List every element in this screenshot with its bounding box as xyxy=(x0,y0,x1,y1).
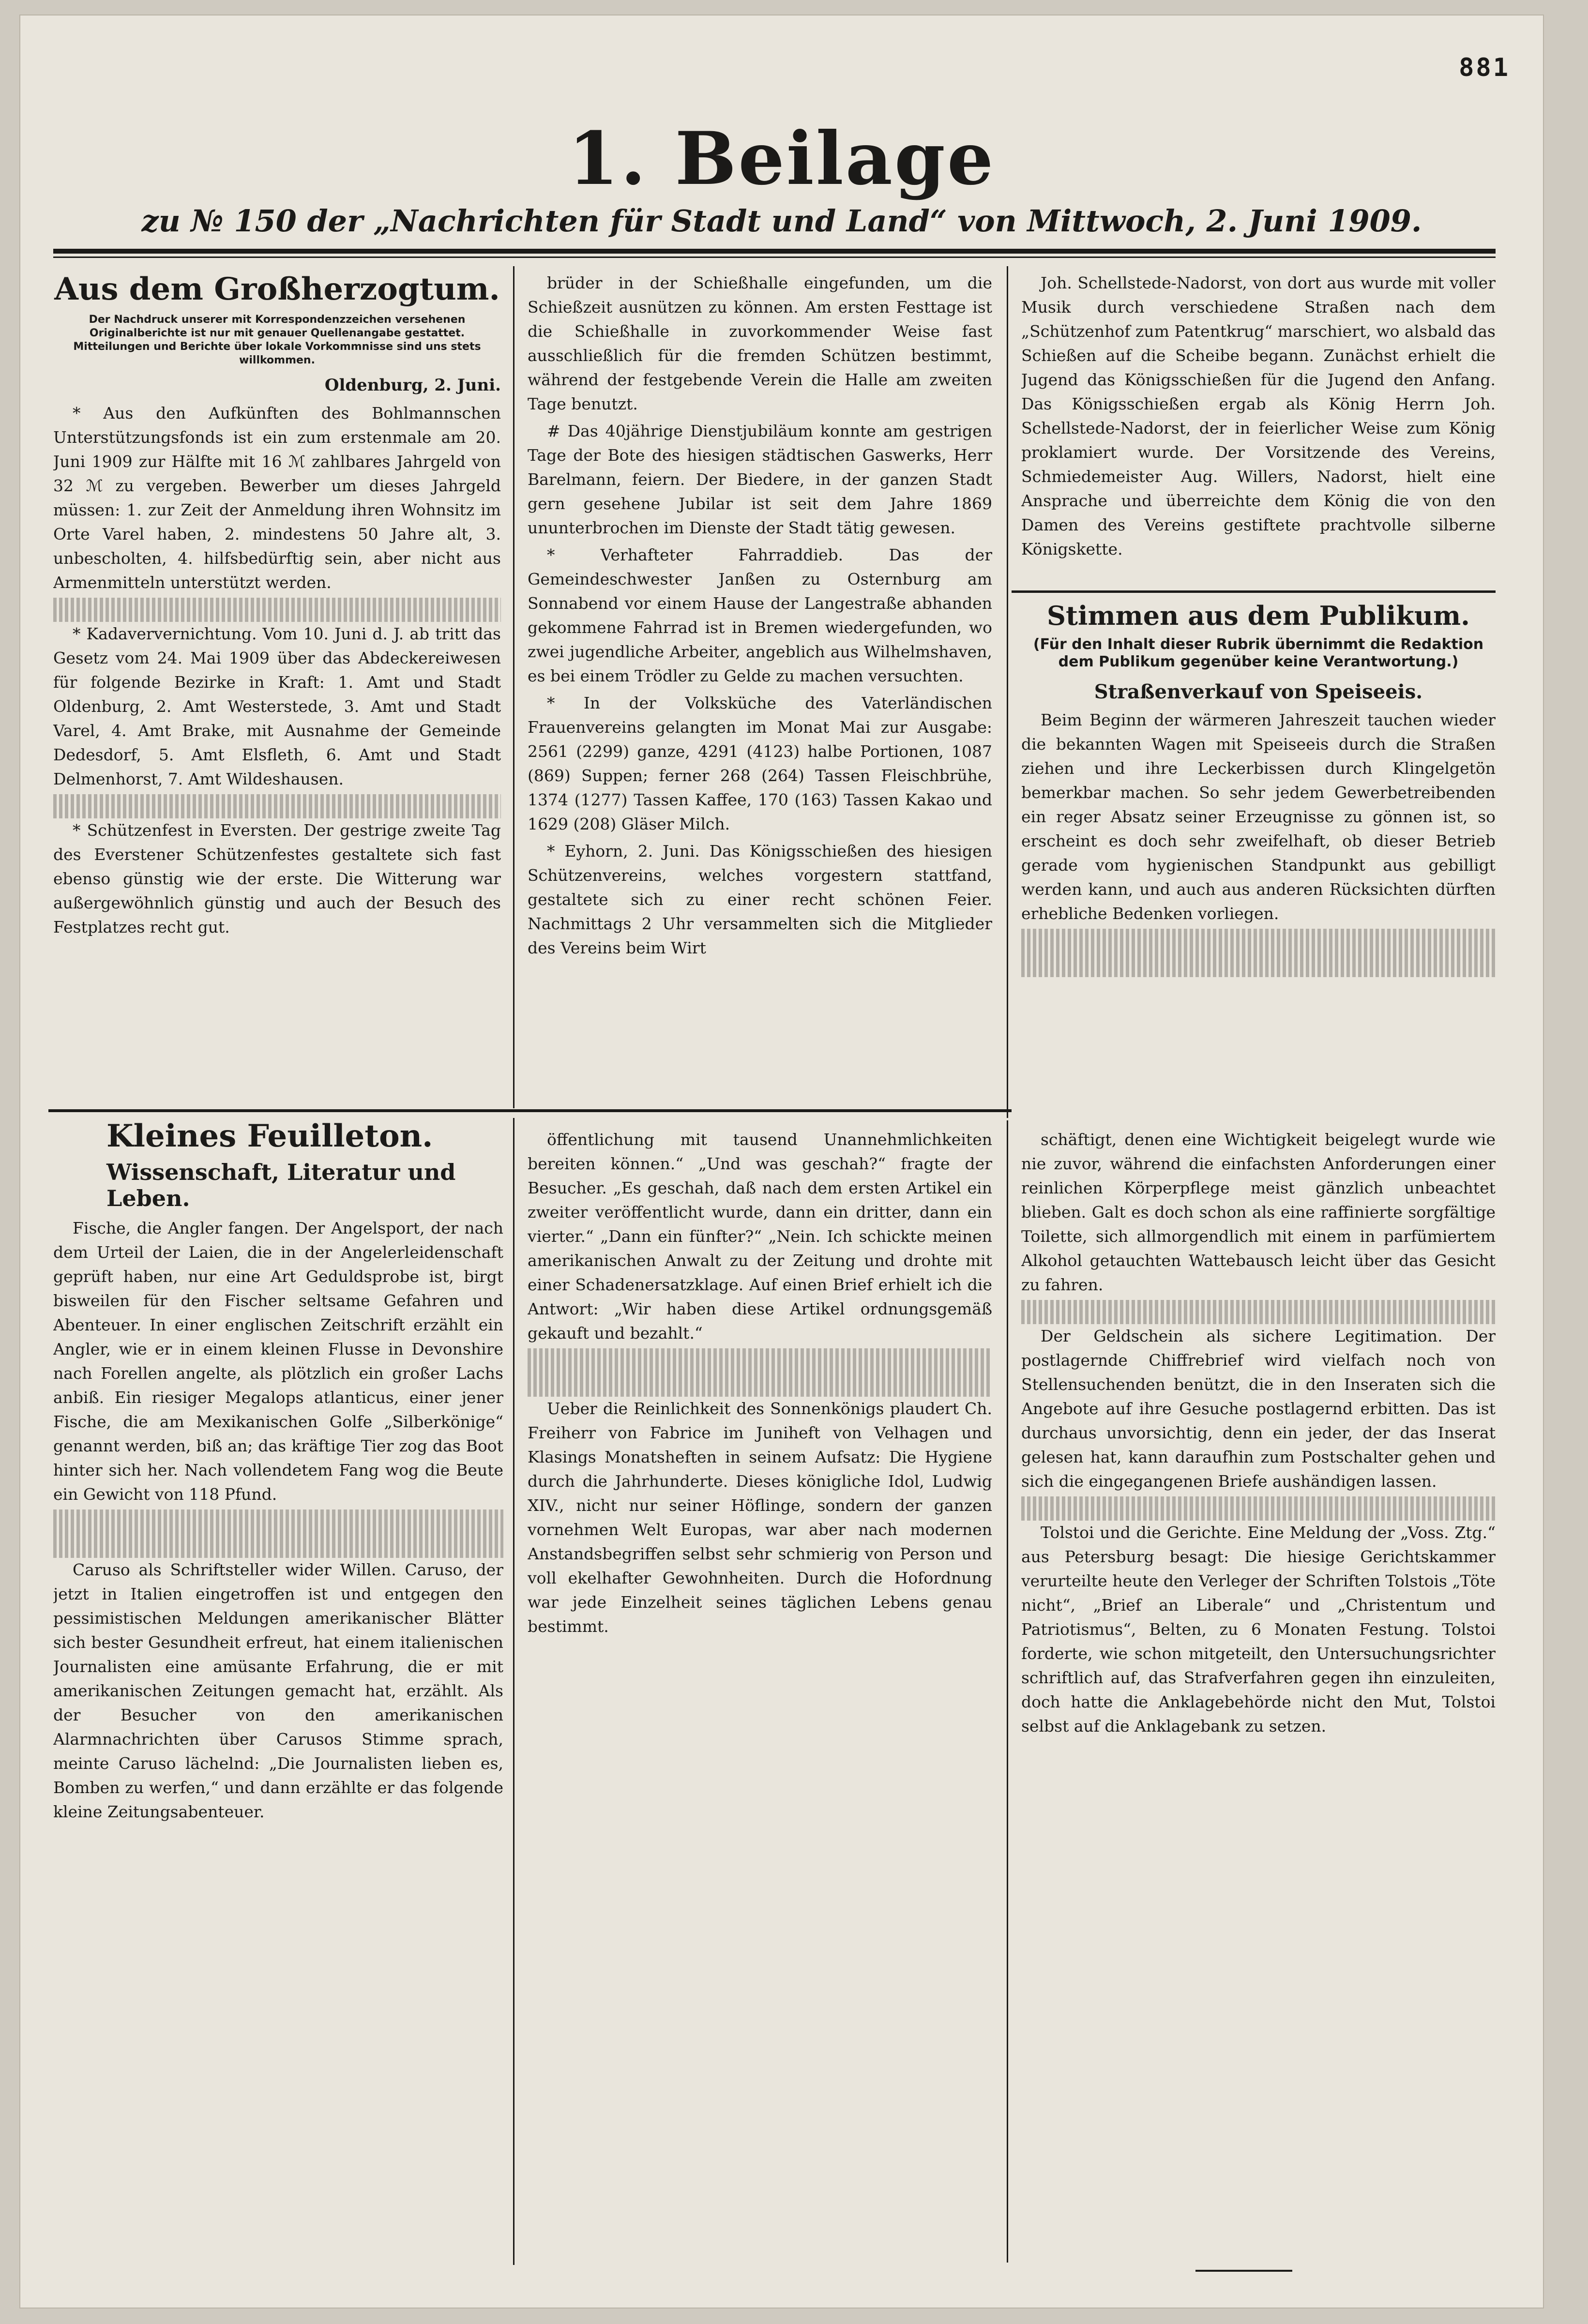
column-divider xyxy=(513,266,514,1108)
text-line xyxy=(1021,1496,1496,1521)
article-paragraph: Beim Beginn der wärmeren Jahreszeit tauchen wieder die bekannten Wagen mit Speiseeis durch die Straßen ziehen und ihre Leckerbissen durch Klingelgetön bemerkbar machen. So sehr jedem Gewerbetreibenden ein reger Absatz seiner Erzeugnisse zu gönnen ist, so erscheint es doch sehr zweifelhaft, ob dieser Betrieb gerade vom hygienischen Standpunkt aus gebilligt werden kann, und auch aus anderen Rücksichten dürften erhebliche Bedenken vorliegen. xyxy=(1021,710,1496,923)
supplement-subtitle: zu № 150 der „Nachrichten für Stadt und Land“ von Mittwoch, 2. Juni 1909. xyxy=(141,203,1422,239)
article-paragraph: Joh. Schellstede-Nadorst, von dort aus wurde mit voller Musik durch verschiedene Straßen nach dem „Schützenhof zum Patentkrug“ marschiert, wo alsbald das Schießen auf die Scheibe begann. Zunächst erhielt die Jugend das Königsschießen für die Jugend den Anfang. Das Königsschießen ergab als König Herrn Joh. Schellstede-Nadorst, der in feierlicher Weise zum König proklamiert wurde. Der Vorsitzende des Vereins, Schmiedemeister Aug. Willers, Nadorst, hielt eine Ansprache und überreichte dem König die von den Damen des Vereins gestiftete prachtvolle silberne Königskette. xyxy=(1021,273,1496,558)
article-paragraph: * Verhafteter Fahrraddieb. Das der Gemeindeschwester Janßen zu Osternburg am Sonnabend vor einem Hause der Langestraße abhanden gekommene Fahrrad ist in Bremen wiedergefunden, wo zwei jugendliche Arbeiter, angeblich aus Wilhelmshaven, es bei einem Trödler zu Gelde zu machen versuchten. xyxy=(528,545,992,685)
article-paragraph: * In der Volksküche des Vaterländischen Frauenvereins gelangten im Monat Mai zur Ausgabe: 2561 (2299) ganze, 4291 (4123) halbe Portionen, 1087 (869) Suppen; ferner 268 (264) Tassen Fleischbrühe, 1374 (1277) Tassen Kaffee, 170 (163) Tassen Kakao und 1629 (208) Gläser Milch. xyxy=(528,694,992,833)
editorial-note: (Für den Inhalt dieser Rubrik übernimmt die Redaktion dem Publikum gegenüber keine Verantwortung.) xyxy=(1033,636,1484,670)
article-paragraph: schäftigt, denen eine Wichtigkeit beigelegt wurde wie nie zuvor, während die einfachsten Anforderungen einer reinlichen Körperpflege meist gänzlich unbeachtet blieben. Galt es doch schon als eine raffinierte sorgfältige Toilette, sich allmorgendlich mit einem in parfümiertem Alkohol getauchten Wattebausch leicht über das Gesicht zu fahren. xyxy=(1021,1130,1496,1294)
text-line xyxy=(1021,953,1496,977)
article-paragraph: * Schützenfest in Eversten. Der gestrige zweite Tag des Everstener Schützenfestes gestaltete sich fast ebenso günstig wie der erste. Die Witterung war außergewöhnlich günstig und auch der Besuch des Festplatzes recht gut. xyxy=(53,821,501,936)
text-line xyxy=(528,1348,992,1373)
column-5 xyxy=(528,1128,992,2270)
page-number: 881 xyxy=(1459,53,1510,82)
article-paragraph: # Das 40jährige Dienstjubiläum konnte am gestrigen Tage der Bote des hiesigen städtischen Gaswerks, Herr Barelmann, feiern. Der Biedere, in der ganzen Stadt gern gesehene Jubilar ist seit dem Jahre 1869 ununterbrochen im Dienste der Stadt tätig gewesen. xyxy=(528,422,992,537)
masthead-rule xyxy=(53,249,1496,254)
column-publikum xyxy=(1021,600,1496,1118)
column-6 xyxy=(1021,1128,1496,2260)
section-heading: Aus dem Großherzogtum. xyxy=(54,271,500,307)
article-paragraph: * Eyhorn, 2. Juni. Das Königsschießen des hiesigen Schützenvereins, welches vorgestern stattfand, gestaltete sich zu einer recht schönen Feier. Nachmittags 2 Uhr versammelten sich die Mitglieder des Vereins beim Wirt xyxy=(528,842,992,957)
text-line xyxy=(53,794,501,818)
article-paragraph: Fische, die Angler fangen. Der Angelsport, der nach dem Urteil der Laien, die in der Angelerleidenschaft geprüft haben, nur eine Art Geduldsprobe ist, birgt bisweilen für den Fischer seltsame Gefahren und Abenteuer. In einer englischen Zeitschrift erzählt ein Angler, wie er in einem kleinen Flusse in Devonshire nach Forellen angelte, als plötzlich ein großer Lachs anbiß. Ein riesiger Megalops atlanticus, einer jener Fische, die am Mexikanischen Golfe „Silberkönige“ genannt werden, biß an; das kräftige Tier zog das Boot hinter sich her. Nach vollendetem Fang wog die Beute ein Gewicht von 118 Pfund. xyxy=(53,1219,503,1504)
section-rule xyxy=(48,1109,1012,1112)
article-paragraph: Caruso als Schriftsteller wider Willen. Caruso, der jetzt in Italien eingetroffen ist und entgegen den pessimistischen Meldungen amerikanischer Blätter sich bester Gesundheit erfreut, hat einem italienischen Journalisten eine amüsante Erfahrung, die er mit amerikanischen Zeitungen gemacht hat, erzählt. Als der Besucher von den amerikanischen Alarmnachrichten über Carusos Stimme sprach, meinte Caruso lächelnd: „Die Journalisten lieben es, Bomben zu werfen,“ und dann erzählte er das folgende kleine Zeitungsabenteuer. xyxy=(53,1560,503,1821)
masthead-rule-thin xyxy=(53,257,1496,258)
dateline: Oldenburg, 2. Juni. xyxy=(324,376,501,395)
column-3-upper xyxy=(1021,271,1496,586)
text-line xyxy=(53,598,501,622)
reprint-note: Der Nachdruck unserer mit Korrespondenzzeichen versehenen Originalberichte ist nur mit genauer Quellenangabe gestattet. Mitteilungen und Berichte über lokale Vorkommnisse sind uns stets willkommen. xyxy=(73,314,481,366)
newspaper-page xyxy=(19,15,1544,2309)
text-line xyxy=(53,1534,503,1558)
article-paragraph: Der Geldschein als sichere Legitimation. Der postlagernde Chiffrebrief wird vielfach noch von Stellensuchenden benützt, die in den Inseraten sich die Angebote auf ihre Gesuche postlagernd erbitten. Das ist durchaus unvorsichtig, denn ein jeder, der das Inserat gelesen hat, kann daraufhin zum Postschalter gehen und sich die eingegangenen Briefe aushändigen lassen. xyxy=(1021,1327,1496,1491)
article-paragraph: * Aus den Aufkünften des Bohlmannschen Unterstützungsfonds ist ein zum erstenmale am 20. Juni 1909 zur Hälfte mit 16 ℳ zahlbares Jahrgeld von 32 ℳ zu vergeben. Bewerber um dieses Jahrgeld müssen: 1. zur Zeit der Anmeldung ihren Wohnsitz im Orte Varel haben, 2. mindestens 50 Jahre alt, 3. unbescholten, 4. hilfsbedürftig sein, aber nicht aus Armenmitteln unterstützt werden. xyxy=(53,404,501,592)
column-2 xyxy=(528,271,992,1103)
article-paragraph: öffentlichung mit tausend Unannehmlichkeiten bereiten können.“ „Und was geschah?“ fragte der Besucher. „Es geschah, daß nach dem ersten Artikel ein zweiter veröffentlicht wurde, dann ein dritter, dann ein vierter.“ „Dann ein fünfter?“ „Nein. Ich schickte meinen amerikanischen Anwalt zu der Zeitung und drohte mit einer Schadenersatzklage. Auf einen Brief erhielt ich die Antwort: „Wir haben diese Artikel ordnungsgemäß gekauft und bezahlt.“ xyxy=(528,1130,992,1343)
article-paragraph: Ueber die Reinlichkeit des Sonnenkönigs plaudert Ch. Freiherr von Fabrice im Juniheft von Velhagen und Klasings Monatsheften in seinem Aufsatz: Die Hygiene durch die Jahrhunderte. Dieses königliche Idol, Ludwig XIV., nicht nur seiner Höflinge, sondern der ganzen vornehmen Welt Europas, war aber nach modernen Anstandsbegriffen selbst sehr schmierig von Person und voll ekelhafter Gewohnheiten. Durch die Hofordnung war jede Einzelheit seines täglichen Lebens genau bestimmt. xyxy=(528,1399,992,1636)
text-line xyxy=(1021,1300,1496,1324)
article-subheading: Straßenverkauf von Speiseeis. xyxy=(1094,680,1423,703)
end-rule xyxy=(1195,2270,1292,2272)
section-subheading: Wissenschaft, Literatur und Leben. xyxy=(106,1159,456,1211)
column-divider xyxy=(1007,266,1008,1118)
section-heading: Stimmen aus dem Publikum. xyxy=(1047,600,1470,631)
article-paragraph: Tolstoi und die Gerichte. Eine Meldung der „Voss. Ztg.“ aus Petersburg besagt: Die hiesige Gerichtskammer verurteilte heute den Verleger der Schriften Tolstois „Töte nicht“, „Brief an Liberale“ und „Christentum und Patriotismus“, Belten, zu 6 Monaten Festung. Tolstoi forderte, wie schon mitgeteilt, den Untersuchungsrichter schriftlich auf, das Strafverfahren gegen ihn einzuleiten, doch hatte die Anklagebehörde nicht den Mut, Tolstoi selbst auf die Anklagebank zu setzen. xyxy=(1021,1523,1496,1735)
column-divider xyxy=(1007,1120,1008,2263)
section-heading: Kleines Feuilleton. xyxy=(106,1118,433,1154)
column-grossherzogtum xyxy=(53,271,501,1103)
section-rule xyxy=(1012,590,1496,593)
text-line xyxy=(528,1373,992,1397)
text-line xyxy=(53,1509,503,1534)
article-paragraph: * Kadaververnichtung. Vom 10. Juni d. J. ab tritt das Gesetz vom 24. Mai 1909 über das Abdeckereiwesen für folgende Bezirke in Kraft: 1. Amt und Stadt Oldenburg, 2. Amt Westerstede, 3. Amt und Stadt Varel, 4. Amt Brake, mit Ausnahme der Gemeinde Dedesdorf, 5. Amt Elsfleth, 6. Amt und Stadt Delmenhorst, 7. Amt Wildeshausen. xyxy=(53,624,501,788)
column-divider xyxy=(513,1118,514,2265)
column-feuilleton xyxy=(53,1118,503,2270)
article-paragraph: brüder in der Schießhalle eingefunden, um die Schießzeit ausnützen zu können. Am ersten Festtage ist die Schießhalle in zuvorkommender Weise fast ausschließlich für die fremden Schützen bestimmt, während der festgebende Verein die Halle am zweiten Tage benutzt. xyxy=(528,273,992,413)
text-line xyxy=(1021,929,1496,953)
supplement-title: 1. Beilage xyxy=(568,116,996,201)
